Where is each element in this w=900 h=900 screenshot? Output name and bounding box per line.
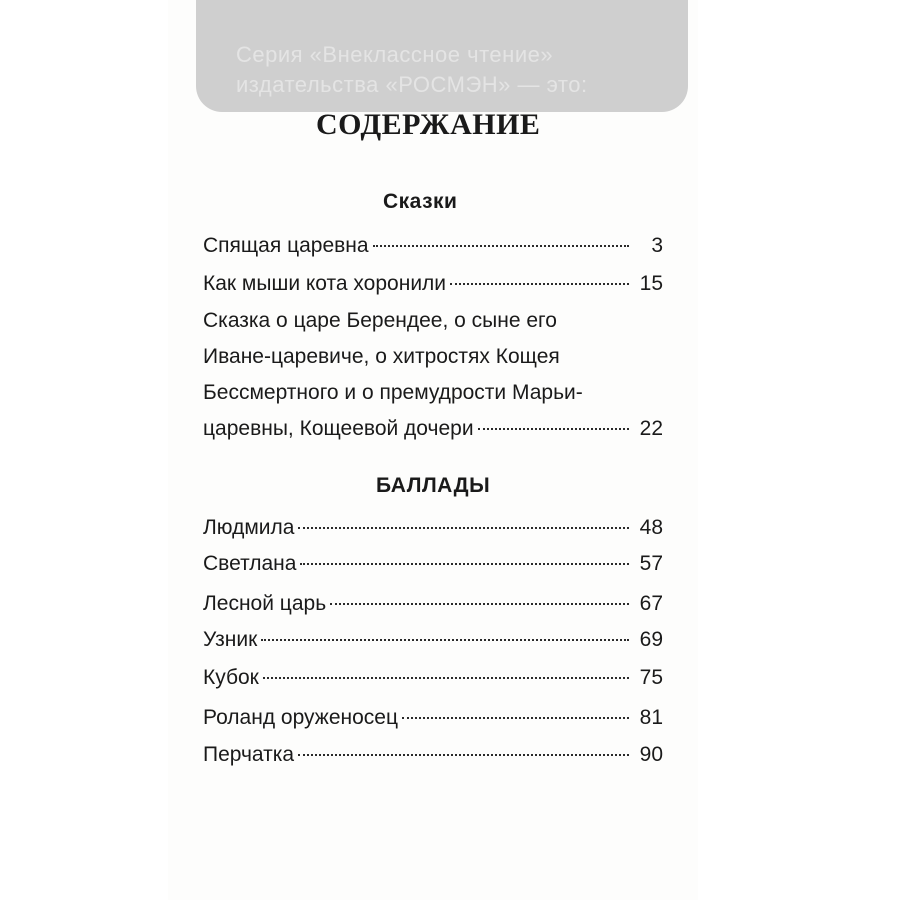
dot-leader [263,677,629,679]
toc-entry-page: 75 [639,666,663,689]
toc-entry-page: 57 [639,552,663,575]
toc-entry-page: 90 [639,743,663,766]
toc-entry-title: Лесной царь [203,592,327,615]
toc-entry-page: 15 [639,272,663,295]
section-heading-skazki: Сказки [383,190,458,213]
toc-entry[interactable] [203,303,663,447]
page-title: СОДЕРЖАНИЕ [316,108,541,141]
dot-leader [330,603,629,605]
toc-entry-title: Роланд оруженосец [203,706,398,729]
toc-entry-title-line: Иване-царевиче, о хитростях Кощея [203,345,560,368]
toc-entry[interactable] [203,700,663,736]
dot-leader [298,527,629,529]
bleed-through-text: Серия «Внеклассное чтение» издательства «РОСМЭН» — это: [236,42,588,97]
toc-entry[interactable] [203,266,663,302]
toc-entry[interactable] [203,586,663,622]
toc-entry[interactable] [203,737,663,773]
toc-entry-title: Как мыши кота хоронили [203,272,447,295]
toc-entry-page: 3 [651,234,663,257]
toc-entry[interactable] [203,622,663,658]
dot-leader [373,245,629,247]
toc-entry-page: 69 [639,628,663,651]
toc-entry-title: Светлана [203,552,297,575]
dot-leader [300,563,629,565]
dot-leader [402,717,629,719]
header-band [196,0,688,112]
toc-entry-title: Кубок [203,666,259,689]
toc-entry-page: 22 [639,417,663,440]
toc-entry-page: 81 [639,706,663,729]
toc-entry-title: Спящая царевна [203,234,369,257]
toc-entry-title: Перчатка [203,743,295,766]
section-heading-ballady: БАЛЛАДЫ [376,474,491,497]
toc-entry[interactable] [203,228,663,264]
toc-entry-page: 48 [639,516,663,539]
toc-entry[interactable] [203,510,663,546]
toc-entry-title-line: Сказка о царе Берендее, о сыне его [203,309,557,332]
toc-entry-title: Людмила [203,516,295,539]
toc-entry-title-line: царевны, Кощеевой дочери [203,417,474,440]
toc-entry-title: Узник [203,628,258,651]
dot-leader [261,639,629,641]
toc-entry-title-line: Бессмертного и о премудрости Марьи- [203,381,583,404]
toc-entry[interactable] [203,546,663,582]
dot-leader [298,754,629,756]
toc-entry[interactable] [203,660,663,696]
dot-leader [450,283,629,285]
dot-leader [478,428,629,430]
toc-entry-page: 67 [639,592,663,615]
